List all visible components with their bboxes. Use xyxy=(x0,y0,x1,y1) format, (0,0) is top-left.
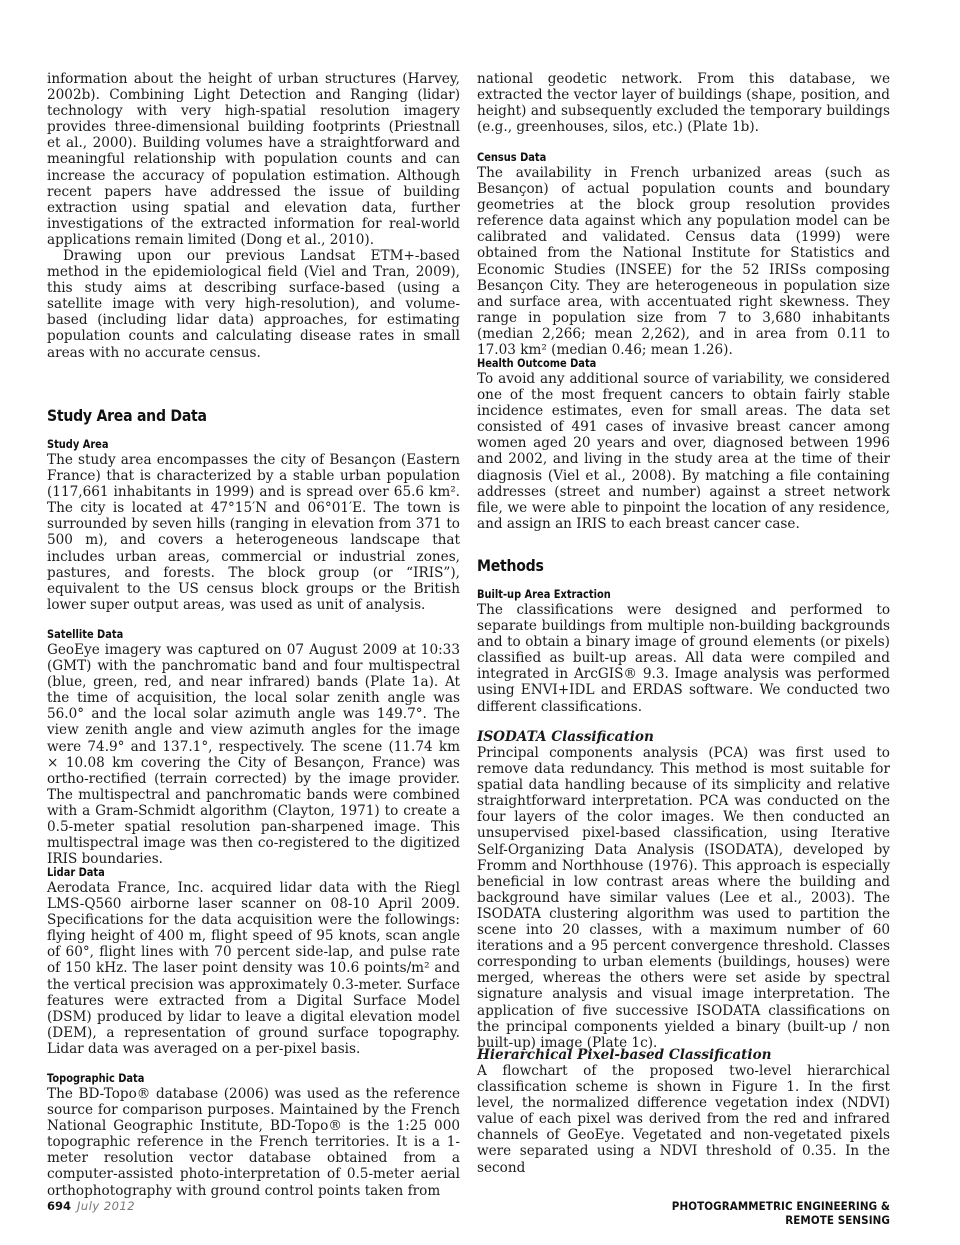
heading-satellite-data: Satellite Data xyxy=(47,628,124,641)
health-outcome-paragraph: To avoid any additional source of variability, we considered one of the most frequent cancers to obtain fairly stable incidence estimates, even for small areas. The data set consisted of 491 cases of invasive breast cancer among women aged 20 years and over, diagnosed between 1996 and 2002, and living in the study area at the time of their diagnosis (Viel et al., 2008). By matching a file containing addresses (street and number) against a street network file, we were able to pinpoint the location of any residence, and assign an IRIS to each breast cancer case. xyxy=(477,371,890,532)
lidar-data-paragraph: Aerodata France, Inc. acquired lidar data with the Riegl LMS-Q560 airborne laser scanner on 08-10 April 2009. Specifications for the data acquisition were the followings: flying height of 400 m, flight speed of 95 knots, scan angle of 60°, flight lines with 70 percent side-lap, and pulse rate of 150 kHz. The laser point density was 10.6 points/m² and the vertical precision was approximately 0.3-meter. Surface features were extracted from a Digital Surface Model (DSM) produced by lidar to leave a digital elevation model (DEM), a representation of ground surface topography. Lidar data was averaged on a per-pixel basis. xyxy=(47,880,460,1057)
continuation-paragraph: national geodetic network. From this database, we extracted the vector layer of buildings (shape, position, and height) and subsequently excluded the temporary buildings (e.g., greenhouses, silos, etc.) (Plate 1b). xyxy=(477,71,890,136)
heading-census-data: Census Data xyxy=(477,151,547,164)
right-column xyxy=(477,71,890,1176)
issue-date: July 2012 xyxy=(77,1199,136,1213)
heading-health-outcome-data: Health Outcome Data xyxy=(477,357,597,370)
census-data-paragraph: The availability in French urbanized areas (such as Besançon) of actual population counts and boundary geometries at the block group resolution provides reference data against which any population model can be calibrated and validated. Census data (1999) were obtained from the National Institute for Statistics and Economic Studies (INSEE) for the 52 IRISs composing Besançon City. They are heterogeneous in population size and surface area, with accentuated right skewness. They range in population size from 7 to 3,680 inhabitants (median 2,266; mean 2,262), and in area from 0.11 to 17.03 km² (median 0.46; mean 1.26). xyxy=(477,165,890,359)
footer-left xyxy=(47,1199,135,1213)
satellite-data-paragraph: GeoEye imagery was captured on 07 August 2009 at 10:33 (GMT) with the panchromatic band and four multispectral (blue, green, red, and near infrared) bands (Plate 1a). At the time of acquisition, the local solar zenith angle was 56.0° and the local solar azimuth angle was 149.7°. The view zenith angle and view azimuth angles for the image were 74.9° and 137.1°, respectively. The scene (11.74 km × 10.08 km covering the City of Besançon, France) was ortho-rectified (terrain corrected) by the image provider. The multispectral and panchromatic bands were combined with a Gram-Schmidt algorithm (Clayton, 1971) to create a 0.5-meter spatial resolution pan-sharpened image. This multispectral image was then co-registered to the digitized IRIS boundaries. xyxy=(47,642,460,868)
journal-name: PHOTOGRAMMETRIC ENGINEERING & REMOTE SENSING xyxy=(671,1199,890,1227)
heading-isodata-classification: ISODATA Classification xyxy=(477,729,654,745)
isodata-paragraph: Principal components analysis (PCA) was first used to remove data redundancy. This method is most suitable for spatial data handling because of its simplicity and relative straightforward interpretation. PCA was conducted on the four layers of the color images. We then conducted an unsupervised pixel-based classification, using Iterative Self-Organizing Data Analysis (ISODATA), developed by Fromm and Northhouse (1976). This approach is especially beneficial in low contrast areas where the building and background have similar values (Lee et al., 2003). The ISODATA clustering algorithm was used to partition the scene into 20 classes, with a maximum number of 60 iterations and a 95 percent convergence threshold. Classes corresponding to urban elements (buildings, houses) were merged, whereas the others were set aside by spectral signature analysis and visual image interpretation. The application of five successive ISODATA classifications on the principal components yielded a binary (built-up / non built-up) image (Plate 1c). xyxy=(477,745,890,1051)
section-title-study-area: Study Area and Data xyxy=(47,406,207,425)
heading-builtup-extraction: Built-up Area Extraction xyxy=(477,588,611,601)
intro-paragraph: information about the height of urban structures (Harvey, 2002b). Combining Light Detection and Ranging (lidar) technology with very high-spatial resolution imagery provides three-dimensional building footprints (Priestnall et al., 2000). Building volumes have a straightforward and meaningful relationship with population counts and can increase the accuracy of population estimation. Although recent papers have addressed the issue of building extraction using spatial and elevation data, further investigations of the extracted information for real-world applications remain limited (Dong et al., 2010). xyxy=(47,71,460,248)
page-number: 694 xyxy=(47,1199,72,1213)
heading-lidar-data: Lidar Data xyxy=(47,866,105,879)
topographic-data-paragraph: The BD-Topo® database (2006) was used as the reference source for comparison purposes. Maintained by the French National Geographic Institute, BD-Topo® is the 1:25 000 topographic reference in the French territories. It is a 1-meter resolution vector database obtained from a computer-assisted photo-interpretation of 0.5-meter aerial orthophotography with ground control points taken from xyxy=(47,1086,460,1199)
heading-study-area: Study Area xyxy=(47,438,109,451)
section-title-methods: Methods xyxy=(477,556,544,575)
hierarchical-paragraph: A flowchart of the proposed two-level hierarchical classification scheme is shown in Figure 1. In the first level, the normalized difference vegetation index (NDVI) value of each pixel was derived from the red and infrared channels of GeoEye. Vegetated and non-vegetated pixels were separated using a NDVI threshold of 0.35. In the second xyxy=(477,1063,890,1176)
intro-paragraph: Drawing upon our previous Landsat ETM+-based method in the epidemiological field (Viel and Tran, 2009), this study aims at describing surface-based (using a satellite image with very high-resolution), and volume-based (including lidar data) approaches, for estimating population counts and calculating disease rates in small areas with no accurate census. xyxy=(47,248,460,361)
heading-hierarchical-classification: Hierarchical Pixel-based Classification xyxy=(477,1047,772,1063)
study-area-paragraph: The study area encompasses the city of Besançon (Eastern France) that is characterized by a stable urban population (117,661 inhabitants in 1999) and is spread over 65.6 km². The city is located at 47°15′N and 06°01′E. The town is surrounded by seven hills (ranging in elevation from 371 to 500 m), and covers a heterogeneous landscape that includes urban areas, commercial or industrial zones, pastures, and forests. The block group (or “IRIS”), equivalent to the US census block groups or the British lower super output areas, was used as unit of analysis. xyxy=(47,452,460,613)
heading-topographic-data: Topographic Data xyxy=(47,1072,145,1085)
left-column xyxy=(47,71,460,1199)
builtup-extraction-paragraph: The classifications were designed and performed to separate buildings from multiple non-building backgrounds and to obtain a binary image of ground elements (or pixels) classified as built-up areas. All data were compiled and integrated in ArcGIS® 9.3. Image analysis was performed using ENVI+IDL and ERDAS software. We conducted two different classifications. xyxy=(477,602,890,715)
